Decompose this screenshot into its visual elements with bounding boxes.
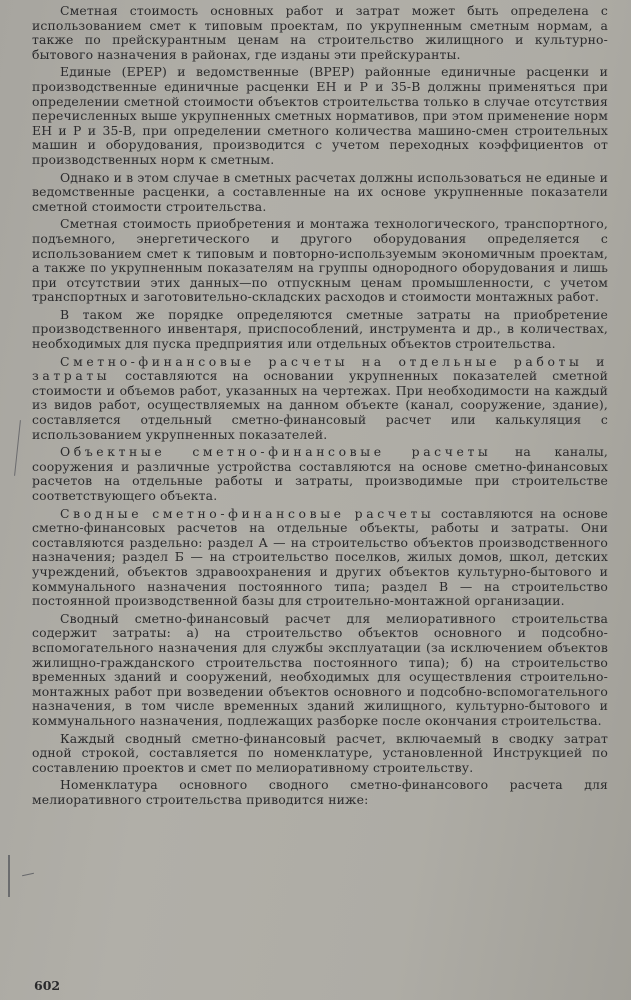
paragraph: Сводный сметно-финансовый расчет для мелиоративного строительства содержит затраты: а) на строительство объектов основного и подсобно-вспомогательного назначения для службы эксплуатации (за исключением объектов жилищно-гражданского строительства постоянного типа); б) на строительство временных зданий и сооружений, необходимых для осуществления строительно-монтажных работ при возведении объектов основного и подсобно-вспомогательного назначения, в том числе временных зданий жилищного, культурно-бытового и коммунального назначения, подлежащих разборке после окончания строительства. bbox=[32, 610, 608, 728]
spaced-lead: Сводные сметно-финансовые расчеты bbox=[60, 505, 435, 521]
paragraph: В таком же порядке определяются сметные затраты на приобретение производственного инвентаря, приспособлений, инструмента и др., в количествах, необходимых для пуска предприятия или отдельных объектов строительства. bbox=[32, 306, 608, 352]
paragraph: Сметно-финансовые расчеты на отдельные работы и затраты составляются на основании укрупненных показателей сметной стоимости и объемов работ, указанных на чертежах. При необходимости на каждый из видов работ, осуществляемых на данном объекте (канал, сооружение, здание), составляется отдельный сметно-финансовый расчет или калькуляция с использованием укрупненных показателей. bbox=[32, 353, 608, 442]
spaced-lead: Объектные сметно-финансовые расчеты bbox=[60, 444, 492, 460]
paragraph: Каждый сводный сметно-финансовый расчет, включаемый в сводку затрат одной строкой, составляется по номенклатуре, установленной Инструкцией по составлению проектов и смет по мелиоративному строительству. bbox=[32, 730, 608, 775]
pencil-margin-mark bbox=[14, 420, 21, 476]
spaced-lead: Сметно-финансовые расчеты на отдельные работы и затраты bbox=[32, 353, 608, 384]
paragraph: Сводные сметно-финансовые расчеты составляются на основе сметно-финансовых расчетов на отдельные объекты, работы и затраты. Они составляются раздельно: раздел А — на строительство объектов производственного назначения; раздел Б — на строительство поселков, жилых домов, школ, детских учреждений, объектов здравоохранения и других объектов культурно-бытового и коммунального назначения постоянного типа; раздел В — на строительство постоянной производственной базы для строительно-монтажной организации. bbox=[32, 505, 608, 609]
paragraph: Сметная стоимость приобретения и монтажа технологического, транспортного, подъемного, энергетического и другого оборудования определяется с использованием смет к типовым и повторно-используемым экономичным проектам, а также по укрупненным показателям на группы однородного оборудования и лишь при отсутствии этих данных—по отпускным ценам промышленности, с учетом транспортных и заготовительно-складских расходов и стоимости монтажных работ. bbox=[32, 216, 608, 305]
pencil-margin-mark bbox=[8, 855, 10, 897]
page-number: 602 bbox=[34, 978, 61, 993]
body-text bbox=[32, 4, 608, 810]
paragraph: Сметная стоимость основных работ и затрат может быть определена с использованием смет к типовым проектам, по укрупненным сметным нормам, а также по прейскурантным ценам на строительство жилищного и культурно-бытового назначения в районах, где изданы эти прейскуранты. bbox=[32, 3, 608, 62]
paragraph: Единые (ЕРЕР) и ведомственные (ВРЕР) районные единичные расценки и производственные единичные расценки ЕН и Р и 35-В должны применяться при определении сметной стоимости объектов строительства только в случае отсутствия перечисленных выше укрупненных сметных нормативов, при этом применение норм ЕН и Р и 35-В, при определении сметного количества машино-смен строительных машин и оборудования, производится с учетом переходных коэффициентов от производственных норм к сметным. bbox=[32, 64, 608, 167]
paragraph: Объектные сметно-финансовые расчеты на каналы, сооружения и различные устройства составляются на основе сметно-финансовых расчетов на отдельные работы и затраты, производимые при строительстве соответствующего объекта. bbox=[32, 444, 608, 503]
paragraph: Однако и в этом случае в сметных расчетах должны использоваться не единые и ведомственные расценки, а составленные на их основе укрупненные показатели сметной стоимости строительства. bbox=[32, 169, 608, 214]
pencil-dash-mark bbox=[22, 873, 34, 876]
paragraph: Номенклатура основного сводного сметно-финансового расчета для мелиоративного строительства приводится ниже: bbox=[32, 777, 608, 807]
